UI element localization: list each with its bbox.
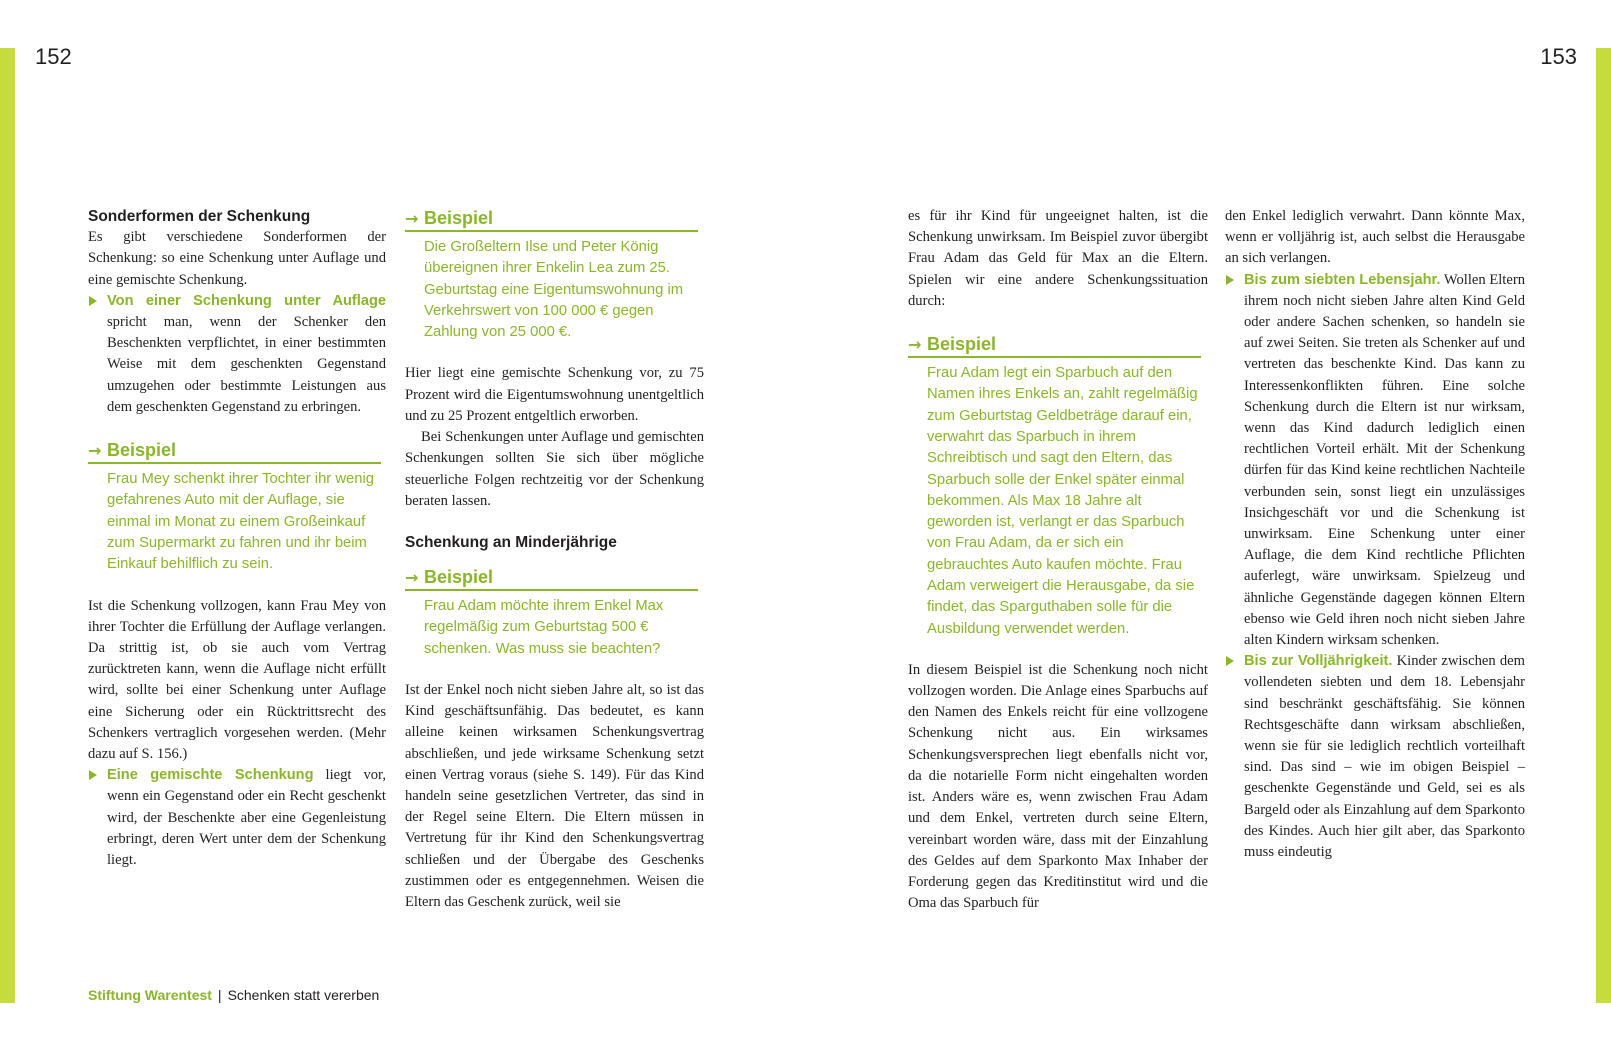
paragraph: den Enkel lediglich verwahrt. Dann könnte Max, wenn er volljährig ist, auch selbst die Herausgabe an sich verlangen. xyxy=(1225,208,1525,267)
page-edge-left xyxy=(0,48,15,1003)
bullet-lead: Bis zur Volljährigkeit. xyxy=(1244,653,1393,670)
bullet-bis-volljaehrigkeit xyxy=(1225,651,1525,863)
triangle-bullet-icon xyxy=(1226,275,1234,285)
beispiel-title: Beispiel xyxy=(424,208,494,228)
footer-separator: | xyxy=(217,987,222,1003)
beispiel-title: Beispiel xyxy=(107,440,177,461)
beispiel-header xyxy=(908,332,1201,358)
footer xyxy=(88,987,379,1003)
bullet-text: liegt vor, wenn ein Gegenstand oder ein Recht geschenkt wird, der Beschenkte aber eine Gegenleistung erbringt, deren Wert unter dem der Schenkung liegt. xyxy=(107,767,386,868)
triangle-bullet-icon xyxy=(89,770,97,780)
column-3 xyxy=(908,206,1208,914)
section-heading: Sonderformen der Schenkung xyxy=(88,208,311,225)
beispiel-text: Frau Mey schenkt ihrer Tochter ihr wenig gefahrenes Auto mit der Auflage, sie einmal im Monat zu einem Großeinkauf zum Supermarkt zu fahren und ihr beim Einkauf behilflich zu sein. xyxy=(107,471,375,573)
column-1 xyxy=(88,206,386,871)
bullet-lead: Bis zum siebten Lebensjahr. xyxy=(1244,271,1441,288)
page-edge-right xyxy=(1596,48,1611,1003)
beispiel-header xyxy=(405,565,698,591)
arrow-right-icon: → xyxy=(405,568,419,588)
paragraph: In diesem Beispiel ist die Schenkung noch nicht vollzogen worden. Die Anlage eines Sparbuchs auf den Namen des Enkels reicht für eine vollzogene Schenkung nicht aus. Ein wirksames Schenkungsversprechen liegt ebenfalls nicht vor, da die notarielle Form nicht eingehalten worden ist. Anders wäre es, wenn zwischen Frau Adam und dem Enkel, vertreten durch seine Eltern, vereinbart worden wäre, dass mit der Einzahlung des Geldes auf dem Sparkonto Max Inhaber der Forderung gegen das Kreditinstitut wird und die Oma das Sparbuch für xyxy=(908,661,1208,912)
arrow-right-icon: → xyxy=(405,209,419,228)
paragraph: Ist die Schenkung vollzogen, kann Frau Mey von ihrer Tochter die Erfüllung der Auflage verlangen. Da strittig ist, ob sie auch vom Vertrag zurücktreten kann, wenn die Auflage nicht erfüllt wird, sollte bei einer Schenkung unter Auflage eine Sicherung oder ein Rücktrittsrecht des Schenkers vertraglich vorgesehen werden. (Mehr dazu auf S. 156.) xyxy=(88,597,386,762)
bullet-lead: Eine gemischte Schenkung xyxy=(107,767,314,784)
triangle-bullet-icon xyxy=(89,296,97,306)
beispiel-box xyxy=(405,206,704,343)
bullet-bis-siebten-lebensjahr xyxy=(1225,270,1525,652)
beispiel-box xyxy=(88,438,386,575)
intro-paragraph: Es gibt verschiedene Sonderformen der Schenkung: so eine Schenkung unter Auflage und eine gemischte Schenkung. xyxy=(88,229,386,288)
beispiel-text: Frau Adam legt ein Sparbuch auf den Namen ihres Enkels an, zahlt regelmäßig zum Geburtstag Geldbeträge darauf ein, verwahrt das Sparbuch in ihrem Schreibtisch und sagt den Eltern, das Sparbuch solle der Enkel später einmal bekommen. Als Max 18 Jahre alt geworden ist, verlangt er das Sparbuch von Frau Adam, da er sich ein gebrauchtes Auto kaufen möchte. Frau Adam verweigert die Herausgabe, da sie findet, das Sparguthaben solle für die Ausbildung verwendet werden. xyxy=(927,365,1198,637)
arrow-right-icon: → xyxy=(908,335,922,355)
bullet-text: spricht man, wenn der Schenker den Beschenkten verpflichtet, in einer bestimmten Weise mit dem geschenkten Gegenstand umzugehen oder bestimmte Leistungen aus dem geschenkten Gegenstand zu erbringen. xyxy=(107,314,386,415)
bullet-text: Kinder zwischen dem vollendeten siebten und dem 18. Lebensjahr sind beschränkt geschäftsfähig. Sie können Rechtsgeschäfte dann wirksam abschließen, wenn sie für sie lediglich rechtlich vorteilhaft sind. Das sind – wie im obigen Beispiel – geschenkte Gegenstände und Geld, sei es als Bargeld oder als Einzahlung auf dem Sparkonto des Kindes. Auch hier gilt aber, das Sparkonto muss eindeutig xyxy=(1244,653,1525,861)
bullet-text: Wollen Eltern ihrem noch nicht sieben Jahre alten Kind Geld oder andere Sachen schenken, so handeln sie auf zwei Seiten. Sie treten als Schenker auf und vertreten das beschenkte Kind. Das kann zu Interessenkonflikten führen. Eine solche Schenkung durch die Eltern ist nur wirksam, wenn das Kind dadurch lediglich einen rechtlichen Vorteil erhält. Mit der Schenkung dürfen für das Kind keine rechtlichen Nachteile verbunden sein, sonst liegt ein unzulässiges Insichgeschäft vor und die Schenkung ist unwirksam. Eine Schenkung unter einer Auflage, die dem Kind rechtliche Pflichten auferlegt, wäre unwirksam. Spielzeug und ähnliche Gegenstände dagegen können Eltern ebenso wie Geld ihren noch nicht sieben Jahre alten Kindern wirksam schenken. xyxy=(1244,271,1525,649)
footer-book-title: Schenken statt vererben xyxy=(227,987,380,1003)
section-heading: Schenkung an Minderjährige xyxy=(405,533,617,551)
footer-brand: Stiftung Warentest xyxy=(88,987,212,1003)
page-number-right: 153 xyxy=(1540,44,1577,69)
column-2 xyxy=(405,206,704,913)
beispiel-box xyxy=(405,565,704,660)
beispiel-title: Beispiel xyxy=(927,334,997,355)
paragraph: Bei Schenkungen unter Auflage und gemischten Schenkungen sollten Sie sich über mögliche steuerliche Folgen rechtzeitig vor der Schenkung beraten lassen. xyxy=(405,429,704,509)
beispiel-header xyxy=(405,206,698,232)
paragraph: Ist der Enkel noch nicht sieben Jahre alt, so ist das Kind geschäftsunfähig. Das bedeutet, es kann alleine keinen wirksamen Schenkungsvertrag abschließen, und jede wirksame Schenkung setzt einen Vertrag voraus (siehe S. 149). Für das Kind handeln seine gesetzlichen Vertreter, das sind in der Regel seine Eltern. Die Eltern müssen in Vertretung für ihr Kind den Schenkungsvertrag schließen und der Übergabe des Geschenks zustimmen oder es entgegennehmen. Weisen die Eltern das Geschenk zurück, weil sie xyxy=(405,682,704,911)
bullet-lead: Von einer Schenkung unter Auflage xyxy=(107,292,386,309)
bullet-schenkung-unter-auflage xyxy=(88,291,386,418)
column-4 xyxy=(1225,206,1525,863)
beispiel-text: Die Großeltern Ilse und Peter König übereignen ihrer Enkelin Lea zum 25. Geburtstag eine Eigentumswohnung im Verkehrswert von 100 000 € gegen Zahlung von 25 000 €. xyxy=(424,239,684,341)
beispiel-text: Frau Adam möchte ihrem Enkel Max regelmäßig zum Geburtstag 500 € schenken. Was muss sie beachten? xyxy=(424,598,664,657)
bullet-gemischte-schenkung xyxy=(88,765,386,871)
triangle-bullet-icon xyxy=(1226,656,1234,666)
page-number-left: 152 xyxy=(35,44,72,69)
beispiel-title: Beispiel xyxy=(424,567,494,588)
beispiel-header xyxy=(88,438,381,464)
beispiel-box xyxy=(908,332,1208,640)
paragraph: Hier liegt eine gemischte Schenkung vor, zu 75 Prozent wird die Eigentumswohnung unentgeltlich und zu 25 Prozent entgeltlich erworben. xyxy=(405,365,704,424)
paragraph: es für ihr Kind für ungeeignet halten, ist die Schenkung unwirksam. Im Beispiel zuvor übergibt Frau Adam das Geld für Max an die Eltern. Spielen wir eine andere Schenkungssituation durch: xyxy=(908,208,1208,309)
arrow-right-icon: → xyxy=(88,441,102,461)
